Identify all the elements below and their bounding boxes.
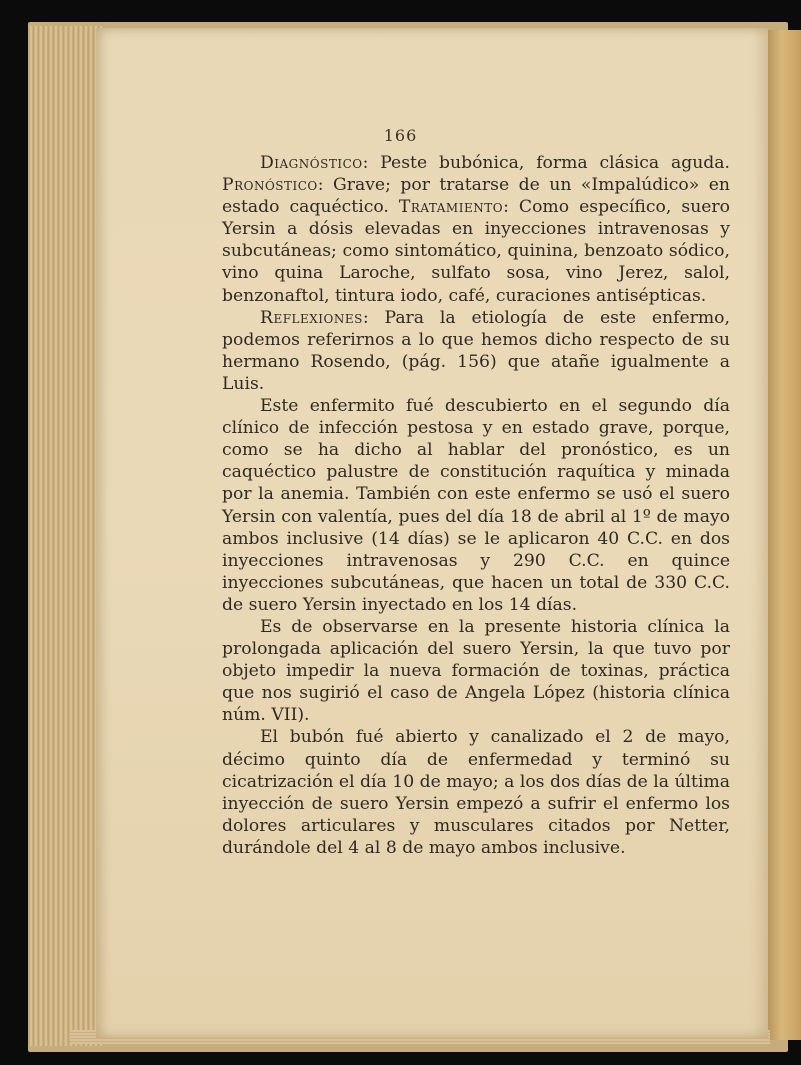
paragraph-text: El bubón fué abierto y canalizado el 2 de mayo, décimo quinto día de enfermedad y terminó su cicatrización el día 10 de mayo; a los dos días de la última inyección de suero Yersin empezó a sufrir el enfermo los dolores articulares y musculares citados por Netter, durándole del 4 al 8 de mayo ambos inclusive. (222, 727, 730, 858)
section-heading: Reflexiones (260, 307, 363, 328)
paragraph-text: : Peste bubónica, forma clásica aguda. (362, 153, 730, 173)
paragraph-text: : Grave; por tratarse de un «Impalúdico» en estado caquéctico. (222, 175, 730, 218)
section-heading: Diagnóstico (260, 153, 363, 173)
section-heading: Pronóstico (222, 175, 318, 196)
paragraph-text: : Para la etiología de este enfermo, podemos referirnos a lo que hemos dicho respecto de su hermano Rosendo, (pág. 156) que atañe igualmente a Luis. (222, 307, 730, 394)
paragraph (222, 307, 730, 395)
paragraph-text: Es de observarse en la presente historia clínica la prolongada aplicación del suero Yersin, la que tuvo por objeto impedir la nueva formación de toxinas, práctica que nos sugirió el caso de Angela López (historia clínica núm. VII). (222, 616, 730, 726)
paragraph-text: : Como específico, suero Yersin a dósis elevadas en inyecciones intravenosas y subcutáneas; como sintomático, quinina, benzoato sódico, vino quina Laroche, sulfato sosa, vino Jerez, salol, benzonaftol, tintura iodo, café, curaciones antisépticas. (222, 197, 730, 306)
paragraph-text: Este enfermito fué descubierto en el segundo día clínico de infección pestosa y en estado grave, porque, como se ha dicho al hablar del pronóstico, es un caquéctico palustre de constitución raquítica y minada por la anemia. También con este enfermo se usó el suero Yersin con valentía, pues del día 18 de abril al 1º de mayo ambos inclusive (14 días) se le aplicaron 40 C.C. en dos inyecciones intravenosas y 290 C.C. en quince inyecciones subcutáneas, que hacen un total de 330 C.C. de suero Yersin inyectado en los 14 días. (222, 396, 730, 615)
page-edges (30, 26, 102, 1046)
paragraph (222, 152, 730, 307)
paragraph (222, 726, 730, 859)
body-text (222, 152, 730, 859)
paragraph (222, 395, 730, 616)
page-number: 166 (383, 126, 418, 145)
section-heading: Tratamiento (398, 197, 504, 218)
next-page-edge (768, 30, 801, 1040)
paragraph (222, 616, 730, 726)
